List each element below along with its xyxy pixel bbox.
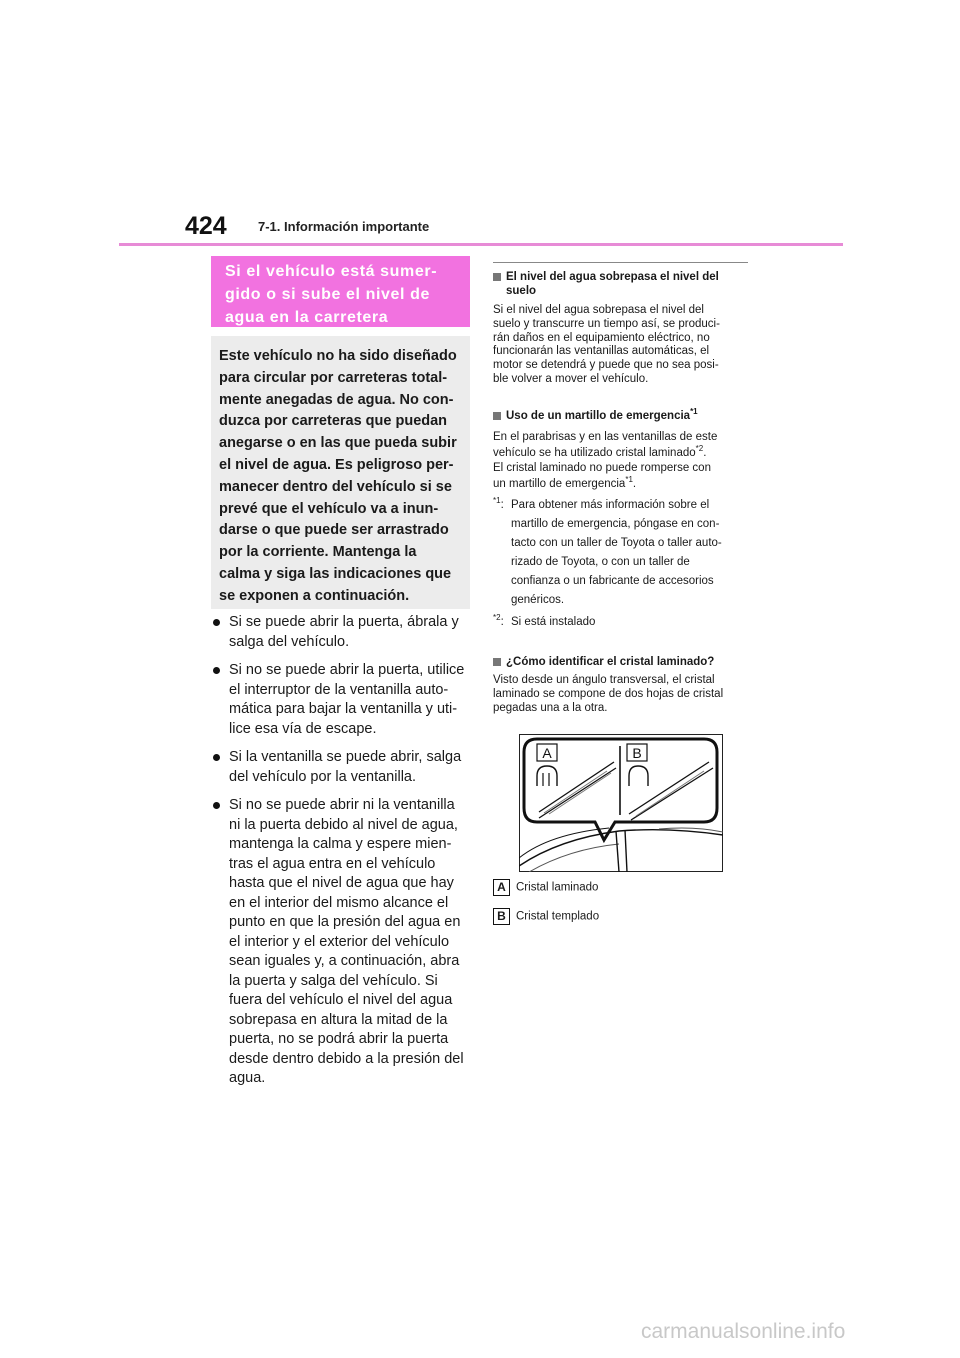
bullet-line: la puerta y salga del vehículo. Si [229,972,438,989]
section-heading [493,270,753,298]
list-item [212,613,467,652]
bullet-line: ni la puerta debido al nivel de agua, [229,816,458,833]
warning-line: Este vehículo no ha sido diseñado [219,348,457,364]
footnote-line: confianza o un fabricante de accesorios [511,575,714,587]
punctuation: . [703,446,707,459]
footnote-mark: *1 [493,496,501,505]
section-body [493,674,753,715]
title-line: agua en la carretera [225,309,389,326]
section-title: 7-1. Información importante [258,219,430,234]
section-body [493,430,753,492]
body-line: ble volver a mover el vehículo. [493,372,649,385]
warning-box [211,336,470,609]
body-line: En el parabrisas y en las ventanillas de este [493,431,718,443]
body-line: vehículo se ha utilizado cristal laminado [493,446,696,459]
warning-line: mente anegadas de agua. No con- [219,391,454,408]
title-box [211,256,470,327]
list-item [212,748,467,787]
warning-line: anegarse o en las que pueda subir [219,435,457,452]
section-laminated-glass [493,655,753,715]
bullet-line: salga del vehículo. [229,633,350,650]
body-line: rán daños en el equipamiento eléctrico, no [493,331,710,344]
warning-line: por la corriente. Mantenga la [219,544,417,561]
body-line: laminado se compone de dos hojas de cristal [493,687,724,700]
footnote-2 [493,613,753,632]
warning-line: prevé que el vehículo va a inun- [219,500,439,517]
body-line: El cristal laminado no puede romperse con [493,462,711,474]
bullet-line: fuera del vehículo el nivel del agua [229,992,453,1008]
punctuation: . [632,477,637,490]
glass-illustration [519,734,723,872]
heading-line: ¿Cómo identificar el cristal laminado? [506,656,715,668]
footnote-ref: *1 [690,407,698,416]
heading-text: Uso de un martillo de emergencia [506,410,691,422]
footnote-ref: *1 [625,474,633,484]
bullet-dot-icon [213,619,220,626]
footnote-line: Para obtener más información sobre el [511,499,710,511]
title-line: Si el vehículo está sumer- [225,263,438,280]
watermark: carmanualsonline.info [641,1320,846,1343]
body-line: funcionarán las ventanillas automáticas, el [493,345,710,358]
section-body [493,304,753,387]
bullet-line: agua. [229,1070,266,1086]
bullet-dot-icon [213,754,220,761]
label-a: A [542,745,552,761]
label-b: B [632,745,642,761]
punctuation: : [500,616,504,628]
body-line: un martillo de emergencia [493,477,626,490]
warning-line: darse o que puede ser arrastrado [219,522,449,539]
legend-text: Cristal laminado [516,881,599,894]
footnote-line: tacto con un taller de Toyota o taller auto- [511,537,722,549]
bullet-line: del vehículo por la ventanilla. [229,768,417,785]
bullet-line: mática para bajar la ventanilla y uti- [229,701,458,717]
bullet-line: el interior y el exterior del vehículo [229,933,450,950]
bullet-line: el interruptor de la ventanilla auto- [229,681,449,698]
square-bullet-icon [493,412,501,420]
square-bullet-icon [493,273,501,281]
heading-line: suelo [506,285,537,297]
warning-line: duzca por carreteras que puedan [219,413,448,430]
square-bullet-icon [493,658,501,666]
bullet-line: sobrepasa en altura la mitad de la [229,1011,448,1028]
page-number: 424 [185,212,227,240]
section-emergency-hammer [493,409,753,632]
bullet-line: Si la ventanilla se puede abrir, salga [229,749,462,765]
bullet-line: Si no se puede abrir la puerta, utilice [229,662,465,678]
section-heading [493,409,753,423]
bullet-dot-icon [213,802,220,809]
body-line: pegadas una a la otra. [493,701,608,714]
bullet-line: puerta, no se podrá abrir la puerta [229,1031,449,1047]
section-rule [493,262,748,263]
warning-line: para circular por carreteras total- [219,369,448,386]
legend-text: Cristal templado [516,910,600,923]
punctuation: : [500,499,504,511]
title-line: gido o si sube el nivel de [225,286,430,303]
bullet-line: tras el agua entra en el vehículo [229,855,436,872]
footnote-line: genéricos. [511,594,565,606]
footnote-line: Si está instalado [511,616,596,628]
warning-line: el nivel de agua. Es peligroso per- [219,456,454,473]
section-heading [493,655,753,669]
bullet-line: desde dentro debido a la presión del [229,1050,464,1067]
bullet-line: hasta que el nivel de agua que hay [229,875,454,891]
list-item [212,661,467,739]
legend-item-b [493,908,599,925]
footnote-ref: *2 [695,443,704,453]
body-line: suelo y transcurre un tiempo así, se produci- [493,317,720,330]
bullet-line: en el interior del mismo alcance el [229,894,449,911]
warning-line: manecer dentro del vehículo si se [219,478,452,495]
bullet-list [212,613,467,1098]
footnote-mark: *2 [493,613,501,622]
bullet-dot-icon [213,667,220,674]
body-line: motor se detendrá y puede que no sea posi- [493,359,719,372]
bullet-line: sean iguales y, a continuación, abra [229,953,460,969]
legend-key: A [493,879,510,896]
footnote-1 [493,496,753,610]
list-item [212,796,467,1089]
section-water-level [493,270,753,387]
legend-key: B [493,908,510,925]
legend-item-a [493,879,598,896]
body-line: Visto desde un ángulo transversal, el cristal [493,674,715,686]
bullet-line: Si no se puede abrir ni la ventanilla [229,797,455,813]
header-rule [119,243,843,246]
warning-line: calma y siga las indicaciones que [219,565,452,582]
bullet-line: punto en que la presión del agua en [229,914,461,930]
bullet-line: Si se puede abrir la puerta, ábrala y [229,614,459,630]
bullet-line: mantenga la calma y espere mien- [229,836,452,852]
bullet-line: lice esa vía de escape. [229,720,377,737]
footnote-line: martillo de emergencia, póngase en con- [511,518,720,530]
warning-line: se exponen a continuación. [219,587,410,604]
footnote-line: rizado de Toyota, o con un taller de [511,556,690,568]
body-line: Si el nivel del agua sobrepasa el nivel del [493,304,704,316]
heading-line: El nivel del agua sobrepasa el nivel del [506,271,719,283]
